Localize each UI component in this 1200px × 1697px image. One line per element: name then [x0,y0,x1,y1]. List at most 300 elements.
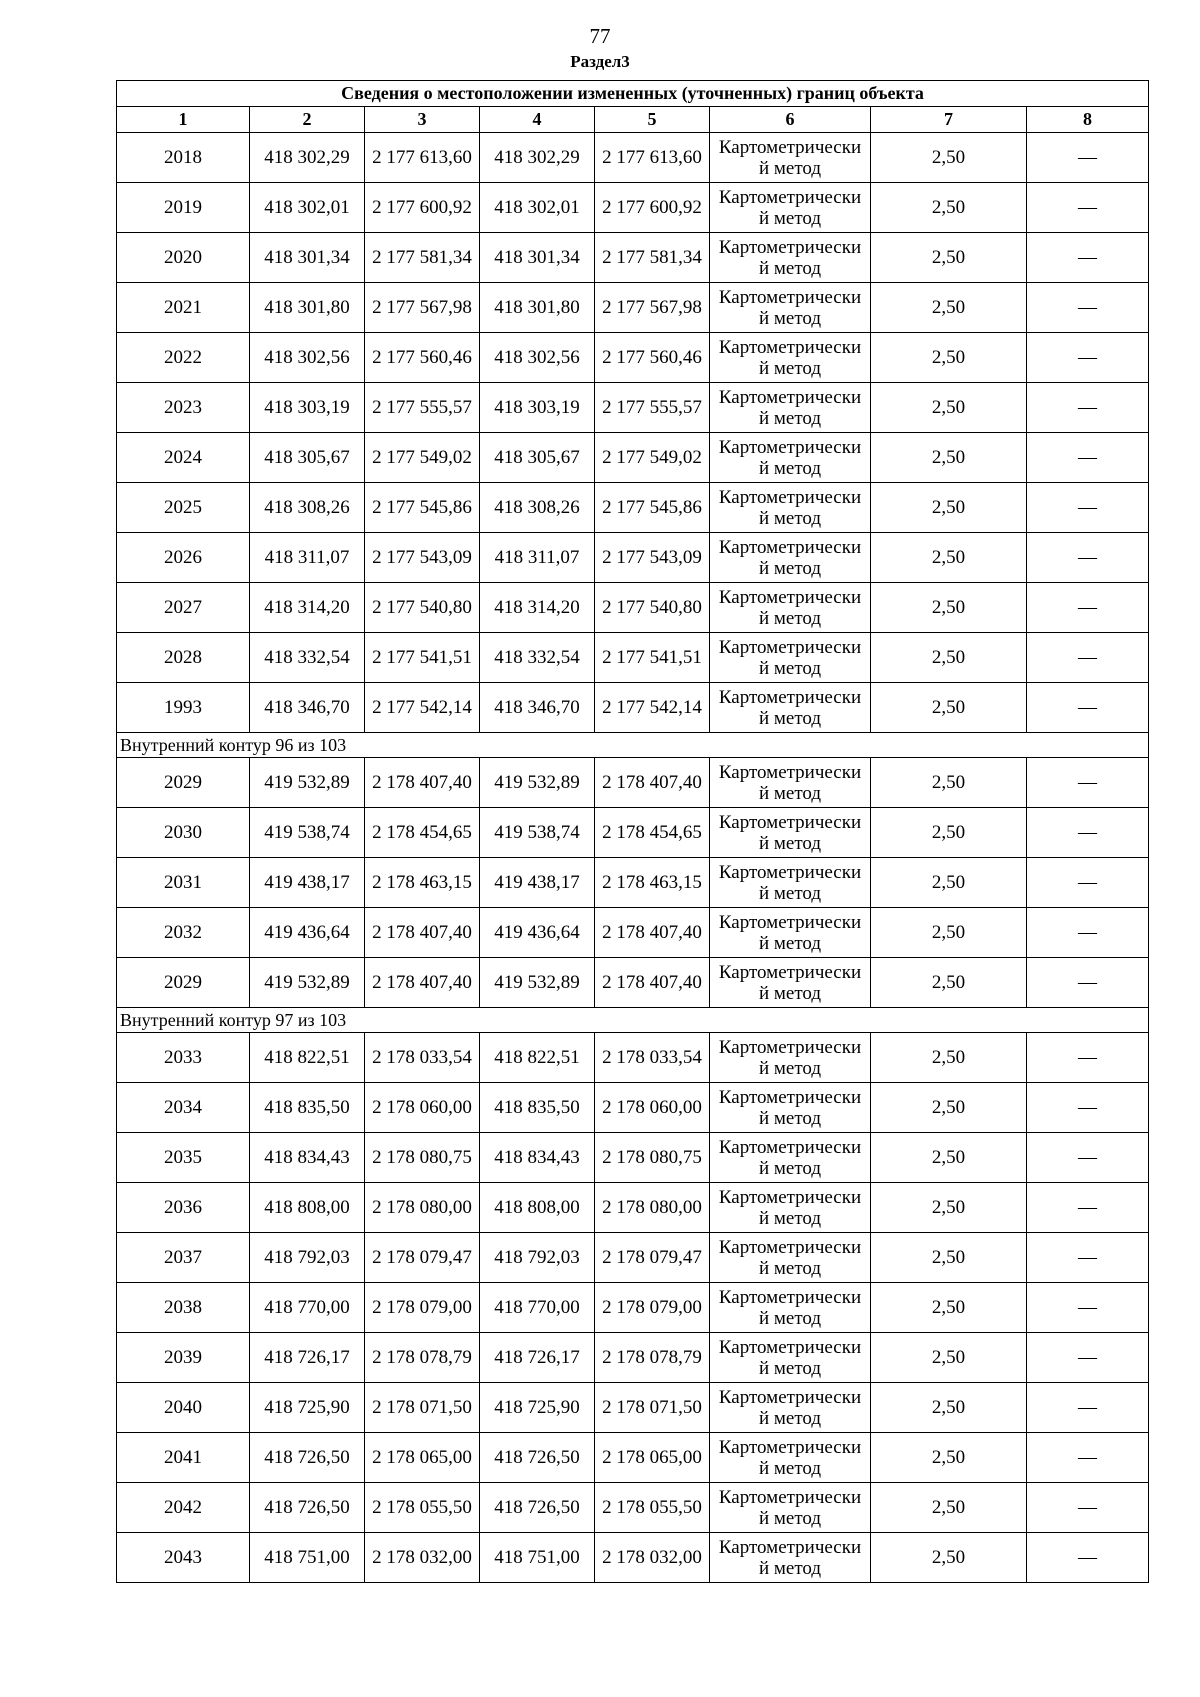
table-row [117,1183,1149,1233]
x-refined-cell: 418 725,90 [480,1383,595,1433]
y-existing-cell: 2 178 032,00 [365,1533,480,1583]
note-cell: — [1027,133,1149,183]
method-cell [710,958,871,1008]
x-refined-cell: 418 726,17 [480,1333,595,1383]
method-text-line: й метод [758,1457,822,1479]
x-existing-cell: 419 532,89 [250,958,365,1008]
note-cell: — [1027,1283,1149,1333]
table-row [117,1083,1149,1133]
note-cell: — [1027,633,1149,683]
precision-cell: 2,50 [871,1133,1027,1183]
note-cell: — [1027,1533,1149,1583]
note-cell: — [1027,233,1149,283]
note-cell: — [1027,283,1149,333]
method-text-line: й метод [758,932,822,954]
method-cell [710,233,871,283]
x-refined-cell: 419 438,17 [480,858,595,908]
method-cell [710,1333,871,1383]
note-cell: — [1027,183,1149,233]
x-refined-cell: 418 301,80 [480,283,595,333]
y-existing-cell: 2 178 463,15 [365,858,480,908]
precision-cell: 2,50 [871,1183,1027,1233]
y-refined-cell: 2 177 555,57 [595,383,710,433]
y-refined-cell: 2 177 540,80 [595,583,710,633]
precision-cell: 2,50 [871,633,1027,683]
method-cell [710,683,871,733]
x-refined-cell: 418 303,19 [480,383,595,433]
note-cell: — [1027,383,1149,433]
method-text-line: й метод [758,157,822,179]
method-text-line: й метод [758,1107,822,1129]
method-cell [710,1433,871,1483]
y-refined-cell: 2 178 079,47 [595,1233,710,1283]
point-number-cell: 2033 [117,1033,250,1083]
y-refined-cell: 2 177 541,51 [595,633,710,683]
method-cell [710,533,871,583]
method-text-line: Картометрически [718,186,862,208]
point-number-cell: 2018 [117,133,250,183]
note-cell: — [1027,1133,1149,1183]
table-row [117,383,1149,433]
note-cell: — [1027,1383,1149,1433]
table-row [117,283,1149,333]
y-existing-cell: 2 178 079,47 [365,1233,480,1283]
method-cell [710,1083,871,1133]
note-cell: — [1027,1233,1149,1283]
precision-cell: 2,50 [871,583,1027,633]
method-cell [710,133,871,183]
point-number-cell: 2022 [117,333,250,383]
note-cell: — [1027,333,1149,383]
point-number-cell: 2034 [117,1083,250,1133]
y-existing-cell: 2 178 080,75 [365,1133,480,1183]
column-number-row [117,107,1149,133]
x-refined-cell: 419 436,64 [480,908,595,958]
method-cell [710,1133,871,1183]
precision-cell: 2,50 [871,908,1027,958]
method-text-line: й метод [758,257,822,279]
y-refined-cell: 2 178 407,40 [595,958,710,1008]
x-refined-cell: 418 808,00 [480,1183,595,1233]
y-existing-cell: 2 178 055,50 [365,1483,480,1533]
y-refined-cell: 2 177 560,46 [595,333,710,383]
method-text-line: Картометрически [718,961,862,983]
y-refined-cell: 2 178 071,50 [595,1383,710,1433]
note-cell: — [1027,958,1149,1008]
method-text-line: й метод [758,407,822,429]
y-existing-cell: 2 177 613,60 [365,133,480,183]
y-existing-cell: 2 177 542,14 [365,683,480,733]
method-text-line: Картометрически [718,761,862,783]
method-cell [710,1033,871,1083]
contour-label: Внутренний контур 96 из 103 [117,733,1149,758]
y-existing-cell: 2 177 549,02 [365,433,480,483]
method-text-line: й метод [758,1207,822,1229]
method-text-line: й метод [758,982,822,1004]
x-refined-cell: 419 532,89 [480,758,595,808]
method-cell [710,1283,871,1333]
table-row [117,1533,1149,1583]
point-number-cell: 2020 [117,233,250,283]
x-refined-cell: 418 770,00 [480,1283,595,1333]
table-row [117,1283,1149,1333]
method-text-line: Картометрически [718,436,862,458]
note-cell: — [1027,858,1149,908]
table-row [117,433,1149,483]
y-existing-cell: 2 178 078,79 [365,1333,480,1383]
method-text-line: й метод [758,1557,822,1579]
x-refined-cell: 418 346,70 [480,683,595,733]
x-existing-cell: 418 303,19 [250,383,365,433]
x-refined-cell: 418 301,34 [480,233,595,283]
note-cell: — [1027,1433,1149,1483]
point-number-cell: 2038 [117,1283,250,1333]
method-text-line: Картометрически [718,1236,862,1258]
method-text-line: й метод [758,1407,822,1429]
point-number-cell: 2026 [117,533,250,583]
table-row [117,633,1149,683]
method-text-line: й метод [758,507,822,529]
precision-cell: 2,50 [871,233,1027,283]
precision-cell: 2,50 [871,433,1027,483]
method-text-line: й метод [758,832,822,854]
point-number-cell: 2037 [117,1233,250,1283]
method-cell [710,1483,871,1533]
method-cell [710,433,871,483]
x-refined-cell: 418 302,01 [480,183,595,233]
method-text-line: Картометрически [718,1486,862,1508]
table-row [117,1333,1149,1383]
table-row [117,808,1149,858]
column-number: 5 [595,107,710,133]
x-existing-cell: 419 436,64 [250,908,365,958]
point-number-cell: 2024 [117,433,250,483]
precision-cell: 2,50 [871,133,1027,183]
x-refined-cell: 418 302,56 [480,333,595,383]
y-existing-cell: 2 178 065,00 [365,1433,480,1483]
column-number: 2 [250,107,365,133]
y-existing-cell: 2 178 407,40 [365,908,480,958]
precision-cell: 2,50 [871,683,1027,733]
precision-cell: 2,50 [871,533,1027,583]
method-text-line: й метод [758,1357,822,1379]
x-existing-cell: 418 305,67 [250,433,365,483]
method-text-line: Картометрически [718,1336,862,1358]
method-text-line: Картометрически [718,136,862,158]
point-number-cell: 2027 [117,583,250,633]
method-cell [710,283,871,333]
note-cell: — [1027,683,1149,733]
y-refined-cell: 2 178 033,54 [595,1033,710,1083]
x-existing-cell: 418 808,00 [250,1183,365,1233]
method-text-line: Картометрически [718,911,862,933]
table-row [117,483,1149,533]
precision-cell: 2,50 [871,758,1027,808]
point-number-cell: 2028 [117,633,250,683]
y-existing-cell: 2 178 080,00 [365,1183,480,1233]
table-row [117,1433,1149,1483]
y-refined-cell: 2 178 078,79 [595,1333,710,1383]
x-existing-cell: 418 726,50 [250,1483,365,1533]
precision-cell: 2,50 [871,958,1027,1008]
y-refined-cell: 2 177 600,92 [595,183,710,233]
y-refined-cell: 2 178 407,40 [595,758,710,808]
y-refined-cell: 2 178 079,00 [595,1283,710,1333]
y-refined-cell: 2 178 080,75 [595,1133,710,1183]
method-cell [710,583,871,633]
method-text-line: й метод [758,607,822,629]
method-text-line: й метод [758,1507,822,1529]
contour-header-row [117,733,1149,758]
point-number-cell: 2023 [117,383,250,433]
y-existing-cell: 2 178 407,40 [365,958,480,1008]
x-refined-cell: 418 726,50 [480,1483,595,1533]
note-cell: — [1027,1033,1149,1083]
x-refined-cell: 418 332,54 [480,633,595,683]
note-cell: — [1027,533,1149,583]
method-text-line: й метод [758,557,822,579]
y-existing-cell: 2 178 079,00 [365,1283,480,1333]
precision-cell: 2,50 [871,183,1027,233]
table-row [117,1483,1149,1533]
table-caption-row [117,81,1149,107]
note-cell: — [1027,583,1149,633]
y-existing-cell: 2 177 540,80 [365,583,480,633]
y-existing-cell: 2 178 060,00 [365,1083,480,1133]
method-text-line: Картометрически [718,686,862,708]
y-refined-cell: 2 177 549,02 [595,433,710,483]
method-cell [710,758,871,808]
point-number-cell: 2031 [117,858,250,908]
method-text-line: Картометрически [718,536,862,558]
note-cell: — [1027,758,1149,808]
method-text-line: Картометрически [718,1436,862,1458]
point-number-cell: 2040 [117,1383,250,1433]
y-existing-cell: 2 177 543,09 [365,533,480,583]
y-refined-cell: 2 177 545,86 [595,483,710,533]
method-cell [710,483,871,533]
point-number-cell: 2041 [117,1433,250,1483]
x-existing-cell: 418 308,26 [250,483,365,533]
precision-cell: 2,50 [871,1483,1027,1533]
method-text-line: Картометрически [718,1136,862,1158]
precision-cell: 2,50 [871,1433,1027,1483]
method-text-line: Картометрически [718,486,862,508]
method-text-line: й метод [758,457,822,479]
method-cell [710,633,871,683]
x-refined-cell: 418 751,00 [480,1533,595,1583]
precision-cell: 2,50 [871,483,1027,533]
method-cell [710,183,871,233]
y-refined-cell: 2 178 032,00 [595,1533,710,1583]
y-refined-cell: 2 178 065,00 [595,1433,710,1483]
precision-cell: 2,50 [871,858,1027,908]
contour-header-row [117,1008,1149,1033]
table-row [117,533,1149,583]
precision-cell: 2,50 [871,333,1027,383]
section-title: Раздел3 [570,52,630,71]
x-existing-cell: 418 725,90 [250,1383,365,1433]
page-number: 77 [589,24,611,48]
method-text-line: Картометрически [718,586,862,608]
column-number: 6 [710,107,871,133]
x-existing-cell: 418 314,20 [250,583,365,633]
note-cell: — [1027,483,1149,533]
x-existing-cell: 418 770,00 [250,1283,365,1333]
column-number: 7 [871,107,1027,133]
y-refined-cell: 2 178 407,40 [595,908,710,958]
precision-cell: 2,50 [871,283,1027,333]
table-row [117,583,1149,633]
y-existing-cell: 2 177 560,46 [365,333,480,383]
x-existing-cell: 418 751,00 [250,1533,365,1583]
table-row [117,758,1149,808]
precision-cell: 2,50 [871,1533,1027,1583]
x-existing-cell: 418 302,29 [250,133,365,183]
method-cell [710,383,871,433]
method-cell [710,1533,871,1583]
method-text-line: й метод [758,782,822,804]
precision-cell: 2,50 [871,1233,1027,1283]
method-cell [710,808,871,858]
x-existing-cell: 418 301,34 [250,233,365,283]
y-existing-cell: 2 177 600,92 [365,183,480,233]
method-text-line: й метод [758,307,822,329]
point-number-cell: 2042 [117,1483,250,1533]
y-refined-cell: 2 177 567,98 [595,283,710,333]
x-refined-cell: 418 834,43 [480,1133,595,1183]
column-number: 8 [1027,107,1149,133]
x-existing-cell: 418 302,56 [250,333,365,383]
note-cell: — [1027,433,1149,483]
y-refined-cell: 2 178 060,00 [595,1083,710,1133]
y-existing-cell: 2 177 567,98 [365,283,480,333]
precision-cell: 2,50 [871,1383,1027,1433]
note-cell: — [1027,1183,1149,1233]
y-existing-cell: 2 178 071,50 [365,1383,480,1433]
column-number: 4 [480,107,595,133]
table-row [117,1133,1149,1183]
table-row [117,858,1149,908]
x-existing-cell: 418 726,17 [250,1333,365,1383]
y-refined-cell: 2 177 613,60 [595,133,710,183]
method-text-line: й метод [758,882,822,904]
x-refined-cell: 419 538,74 [480,808,595,858]
y-existing-cell: 2 178 033,54 [365,1033,480,1083]
y-refined-cell: 2 178 080,00 [595,1183,710,1233]
table-row [117,133,1149,183]
method-text-line: Картометрически [718,1036,862,1058]
table-row [117,908,1149,958]
note-cell: — [1027,908,1149,958]
method-text-line: Картометрически [718,636,862,658]
method-text-line: й метод [758,1057,822,1079]
precision-cell: 2,50 [871,1033,1027,1083]
table-row [117,1033,1149,1083]
note-cell: — [1027,1083,1149,1133]
y-refined-cell: 2 178 454,65 [595,808,710,858]
x-refined-cell: 418 726,50 [480,1433,595,1483]
precision-cell: 2,50 [871,1333,1027,1383]
method-text-line: Картометрически [718,386,862,408]
method-text-line: Картометрически [718,336,862,358]
note-cell: — [1027,808,1149,858]
method-text-line: й метод [758,707,822,729]
method-text-line: Картометрически [718,861,862,883]
column-number: 1 [117,107,250,133]
table-row [117,958,1149,1008]
table-caption: Сведения о местоположении измененных (уточненных) границ объекта [117,81,1149,107]
x-refined-cell: 418 302,29 [480,133,595,183]
x-refined-cell: 419 532,89 [480,958,595,1008]
point-number-cell: 2025 [117,483,250,533]
x-existing-cell: 418 346,70 [250,683,365,733]
y-refined-cell: 2 177 543,09 [595,533,710,583]
y-existing-cell: 2 177 545,86 [365,483,480,533]
x-refined-cell: 418 792,03 [480,1233,595,1283]
table-row [117,1233,1149,1283]
contour-label: Внутренний контур 97 из 103 [117,1008,1149,1033]
precision-cell: 2,50 [871,1083,1027,1133]
table-row [117,1383,1149,1433]
method-text-line: Картометрически [718,1536,862,1558]
y-existing-cell: 2 177 581,34 [365,233,480,283]
point-number-cell: 2035 [117,1133,250,1183]
point-number-cell: 2029 [117,958,250,1008]
x-refined-cell: 418 835,50 [480,1083,595,1133]
point-number-cell: 2021 [117,283,250,333]
x-existing-cell: 418 311,07 [250,533,365,583]
precision-cell: 2,50 [871,383,1027,433]
x-refined-cell: 418 314,20 [480,583,595,633]
method-cell [710,333,871,383]
x-existing-cell: 418 302,01 [250,183,365,233]
y-refined-cell: 2 177 581,34 [595,233,710,283]
method-text-line: й метод [758,1257,822,1279]
y-existing-cell: 2 178 454,65 [365,808,480,858]
x-existing-cell: 418 822,51 [250,1033,365,1083]
point-number-cell: 2043 [117,1533,250,1583]
method-text-line: Картометрически [718,1186,862,1208]
method-text-line: й метод [758,207,822,229]
column-number: 3 [365,107,480,133]
x-refined-cell: 418 822,51 [480,1033,595,1083]
x-existing-cell: 418 834,43 [250,1133,365,1183]
table-row [117,683,1149,733]
x-existing-cell: 418 726,50 [250,1433,365,1483]
precision-cell: 2,50 [871,1283,1027,1333]
point-number-cell: 1993 [117,683,250,733]
method-text-line: Картометрически [718,236,862,258]
method-text-line: й метод [758,357,822,379]
method-cell [710,1183,871,1233]
y-existing-cell: 2 177 541,51 [365,633,480,683]
x-existing-cell: 419 532,89 [250,758,365,808]
point-number-cell: 2019 [117,183,250,233]
method-text-line: Картометрически [718,811,862,833]
x-refined-cell: 418 305,67 [480,433,595,483]
table-row [117,233,1149,283]
method-text-line: Картометрически [718,1086,862,1108]
x-refined-cell: 418 311,07 [480,533,595,583]
x-existing-cell: 418 301,80 [250,283,365,333]
x-existing-cell: 418 792,03 [250,1233,365,1283]
y-refined-cell: 2 177 542,14 [595,683,710,733]
method-text-line: Картометрически [718,286,862,308]
note-cell: — [1027,1333,1149,1383]
y-existing-cell: 2 178 407,40 [365,758,480,808]
note-cell: — [1027,1483,1149,1533]
